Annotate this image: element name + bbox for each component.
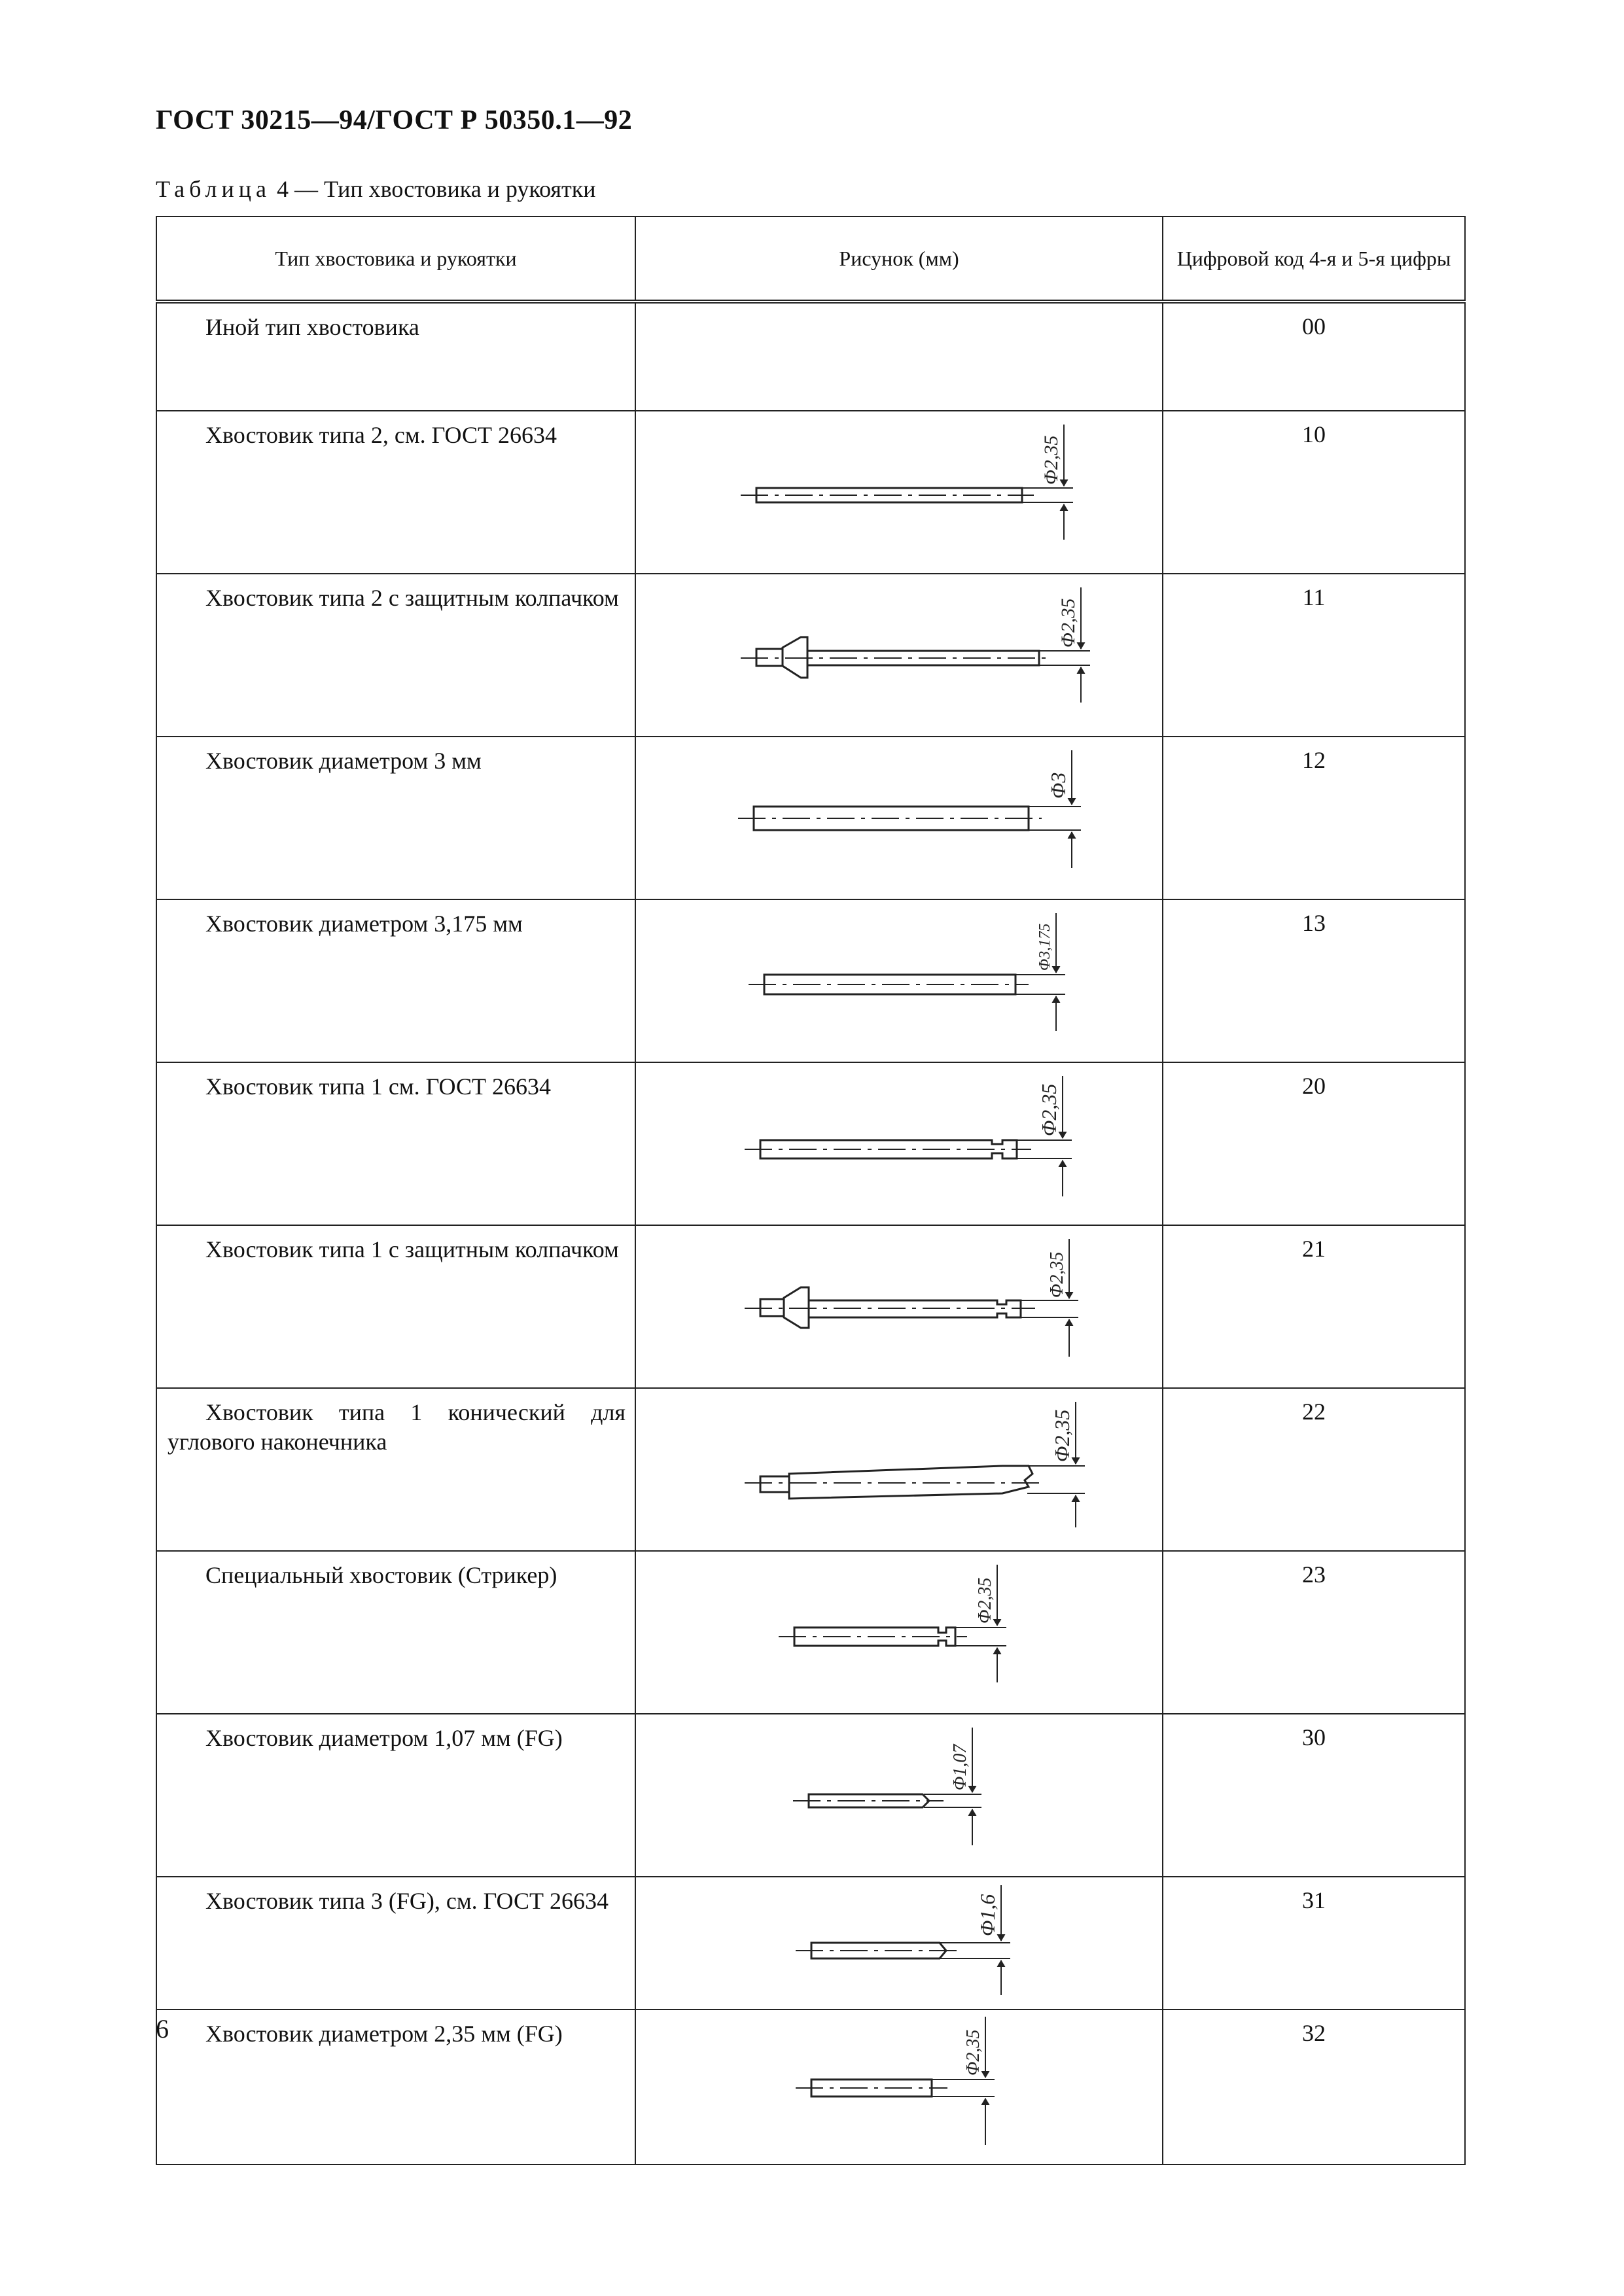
dimension-label: Φ2,35: [975, 1577, 995, 1624]
column-header-figure: Рисунок (мм): [635, 217, 1163, 302]
figure-cell-empty: [635, 302, 1163, 411]
short-shank-drawing-icon: [636, 1714, 1163, 1866]
figure-cell: [635, 574, 1163, 737]
shank-code: 30: [1163, 1714, 1465, 1877]
shank-type-text: Хвостовик типа 1 с защитным колпачком: [205, 1236, 619, 1262]
fg-shank-drawing-icon: [636, 2010, 1163, 2154]
column-header-code: Цифровой код 4-я и 5-я цифры: [1163, 217, 1465, 302]
figure-cell: [635, 411, 1163, 574]
straight-shank-drawing-icon: [636, 411, 1163, 563]
shank-code: 32: [1163, 2009, 1465, 2165]
shank-code: 31: [1163, 1877, 1465, 2009]
shank-type-name: [156, 1225, 635, 1388]
figure-cell: [635, 1062, 1163, 1225]
figure-cell: [635, 1877, 1163, 2009]
dimension-label: Φ2,35: [963, 2029, 983, 2076]
table-row: [156, 411, 1465, 574]
shank-type-name: [156, 1388, 635, 1551]
shank-type-name: [156, 302, 635, 411]
shank-type-name: [156, 1551, 635, 1714]
latch-shank-drawing-icon: [636, 1063, 1163, 1215]
shank-type-text: Хвостовик типа 2, см. ГОСТ 26634: [205, 422, 557, 448]
figure-cell: [635, 2009, 1163, 2165]
shank-type-name: [156, 411, 635, 574]
dimension-label: Φ2,35: [1050, 1409, 1074, 1462]
shank-type-text: Специальный хвостовик (Стрикер): [205, 1562, 557, 1588]
shank-type-name: [156, 1877, 635, 2009]
figure-cell: [635, 899, 1163, 1062]
latch-shank-with-cap-drawing-icon: [636, 1226, 1163, 1378]
shank-type-table: [156, 216, 1466, 2165]
shank-with-cap-drawing-icon: [636, 574, 1163, 726]
table-header-row: [156, 217, 1465, 302]
shank-type-text: Хвостовик диаметром 3,175 мм: [205, 911, 523, 937]
figure-cell: [635, 737, 1163, 899]
table-caption: [156, 175, 595, 203]
shank-type-name: [156, 899, 635, 1062]
table-caption-title: 4 — Тип хвостовика и рукоятки: [270, 176, 596, 202]
shank-code: 12: [1163, 737, 1465, 899]
table-row: [156, 737, 1465, 899]
conical-shank-drawing-icon: [636, 1389, 1163, 1540]
dimension-label: Φ2,35: [1057, 598, 1079, 648]
table-row: [156, 1551, 1465, 1714]
figure-cell: [635, 1714, 1163, 1877]
shank-code: 00: [1163, 302, 1465, 411]
shank-type-text: Хвостовик типа 1 конический для углового наконечника: [168, 1399, 626, 1455]
shank-code: 11: [1163, 574, 1465, 737]
dimension-label: Φ3,175: [1036, 923, 1053, 971]
shank-type-table-container: [156, 216, 1464, 2076]
shank-type-text: Иной тип хвостовика: [205, 314, 419, 340]
shank-code: 22: [1163, 1388, 1465, 1551]
dimension-label: Φ2,35: [1040, 435, 1062, 485]
shank-code: 13: [1163, 899, 1465, 1062]
shank-type-text: Хвостовик типа 3 (FG), см. ГОСТ 26634: [205, 1888, 609, 1914]
shank-type-text: Хвостовик типа 2 с защитным колпачком: [205, 585, 619, 611]
shank-type-name: [156, 574, 635, 737]
dimension-label: Φ2,35: [1047, 1251, 1067, 1298]
shank-type-name: [156, 737, 635, 899]
table-row: [156, 1877, 1465, 2009]
shank-code: 21: [1163, 1225, 1465, 1388]
table-row: [156, 1225, 1465, 1388]
shank-type-text: Хвостовик диаметром 3 мм: [205, 748, 482, 774]
table-caption-label: Таблица: [156, 176, 271, 202]
page-number: 6: [156, 2014, 169, 2044]
straight-shank-drawing-icon: [636, 737, 1163, 889]
table-row: [156, 899, 1465, 1062]
table-row: [156, 302, 1465, 411]
shank-type-text: Хвостовик диаметром 1,07 мм (FG): [205, 1725, 563, 1751]
shank-code: 20: [1163, 1062, 1465, 1225]
table-row: [156, 1062, 1465, 1225]
stryker-shank-drawing-icon: [636, 1552, 1163, 1703]
document-header: ГОСТ 30215—94/ГОСТ Р 50350.1—92: [156, 105, 633, 135]
shank-type-text: Хвостовик диаметром 2,35 мм (FG): [205, 2021, 563, 2047]
shank-type-text: Хвостовик типа 1 см. ГОСТ 26634: [205, 1073, 551, 1100]
figure-cell: [635, 1388, 1163, 1551]
fg-shank-drawing-icon: [636, 1877, 1163, 1999]
table-row: [156, 2009, 1465, 2165]
dimension-label: Φ3: [1046, 772, 1070, 799]
table-row: [156, 1714, 1465, 1877]
table-row: [156, 1388, 1465, 1551]
straight-shank-drawing-icon: [636, 900, 1163, 1052]
figure-cell: [635, 1225, 1163, 1388]
shank-type-name: [156, 1062, 635, 1225]
shank-code: 23: [1163, 1551, 1465, 1714]
dimension-label: Φ1,07: [950, 1744, 970, 1790]
figure-cell: [635, 1551, 1163, 1714]
table-row: [156, 574, 1465, 737]
shank-code: 10: [1163, 411, 1465, 574]
column-header-type: Тип хвостовика и рукоятки: [156, 217, 635, 302]
dimension-label: Φ1,6: [976, 1894, 999, 1936]
dimension-label: Φ2,35: [1037, 1083, 1061, 1136]
shank-type-name: [156, 2009, 635, 2165]
shank-type-name: [156, 1714, 635, 1877]
